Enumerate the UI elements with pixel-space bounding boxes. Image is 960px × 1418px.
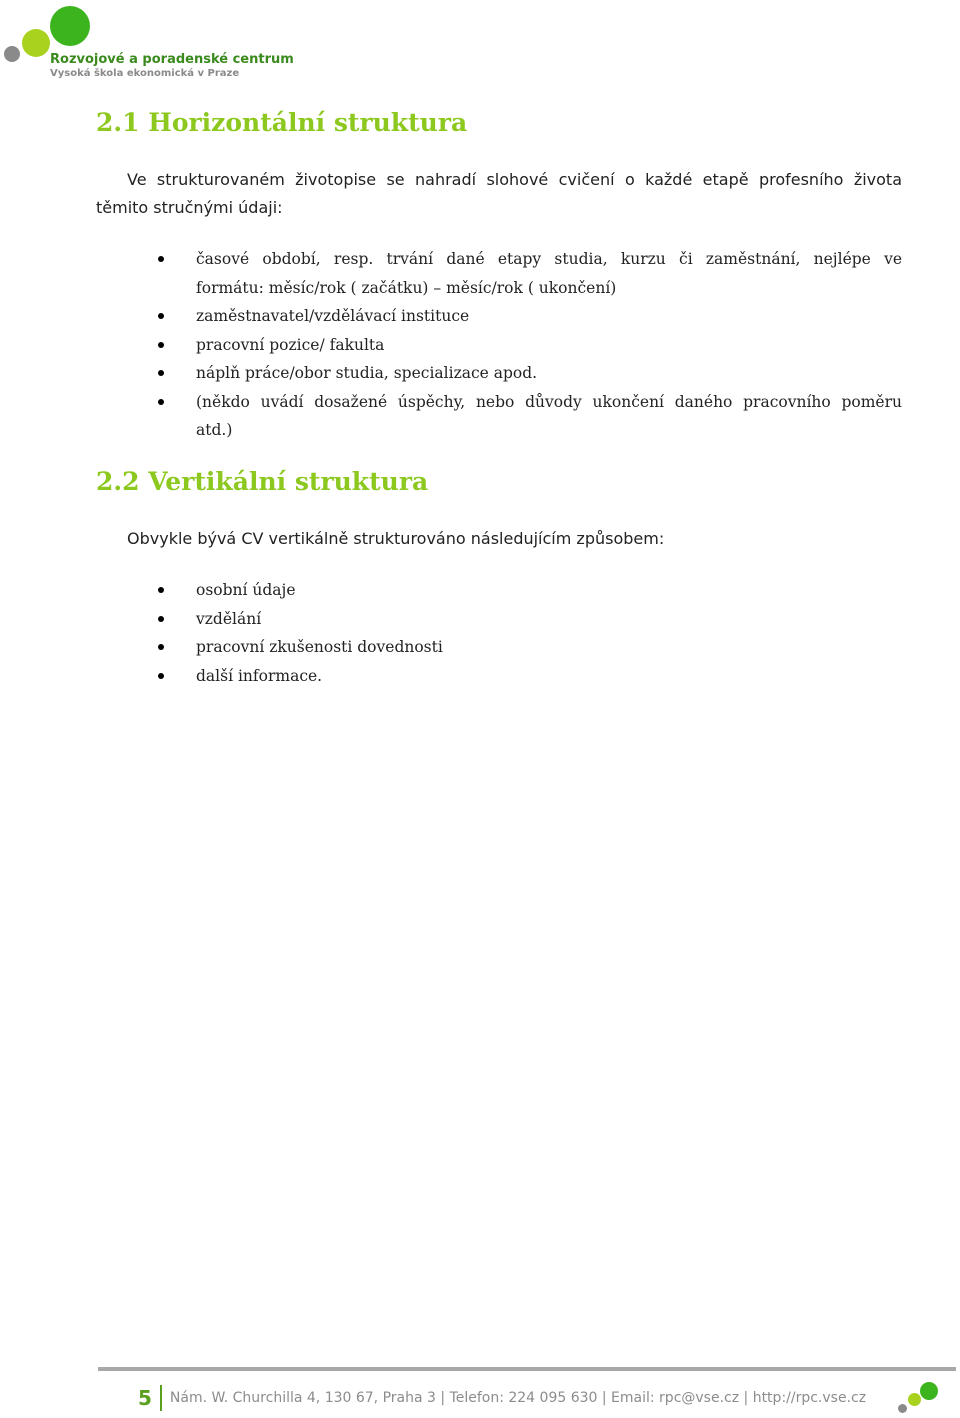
list-item (0, 302, 960, 331)
page-number: 5 (138, 1386, 152, 1410)
logo-dot-medium (22, 29, 50, 57)
intro-line-2: těmito stručnými údaji: (96, 198, 283, 217)
list-item: další informace. (0, 662, 960, 691)
footer-dot-medium (908, 1393, 921, 1406)
logo-title: Rozvojové a poradenské centrum (50, 52, 294, 67)
footer-divider (98, 1367, 956, 1371)
list-item-line: atd.) (196, 421, 233, 439)
list-item (0, 245, 960, 302)
list-item: vzdělání (0, 605, 960, 634)
list-item (0, 388, 960, 445)
logo-dot-large (50, 6, 90, 46)
section-heading-vertical: 2.2 Vertikální struktura (96, 467, 429, 496)
footer-dot-large (920, 1382, 938, 1400)
list-item (0, 331, 960, 360)
horizontal-structure-list (0, 245, 960, 445)
list-item-line: pracovní pozice/ fakulta (196, 335, 385, 354)
list-item: osobní údaje (0, 576, 960, 605)
logo-dot-small (4, 46, 20, 62)
footer-logo-dots (894, 1380, 944, 1416)
page-footer (138, 1384, 866, 1412)
logo-subtitle: Vysoká škola ekonomická v Praze (50, 68, 240, 79)
organization-logo (0, 0, 300, 90)
intro-line-1: Ve strukturovaném životopise se nahradí slohové cvičení o každé etapě profesního života (127, 170, 902, 189)
vertical-structure-list (0, 576, 960, 690)
list-item-line: náplň práce/obor studia, specializace apod. (196, 364, 538, 382)
section-heading-horizontal: 2.1 Horizontální struktura (96, 108, 468, 137)
list-item: pracovní zkušenosti dovednosti (0, 633, 960, 662)
list-item-line: formátu: měsíc/rok ( začátku) – měsíc/rok ( ukončení) (196, 278, 617, 297)
footer-separator (160, 1385, 162, 1411)
list-item-line: časové období, resp. trvání dané etapy studia, kurzu či zaměstnání, nejlépe ve (196, 250, 902, 268)
list-item-line: zaměstnavatel/vzdělávací instituce (196, 307, 470, 325)
vertical-intro: Obvykle bývá CV vertikálně strukturováno následujícím způsobem: (127, 529, 665, 548)
list-item-line: (někdo uvádí dosažené úspěchy, nebo důvody ukončení daného pracovního poměru (196, 392, 902, 411)
footer-dot-small (898, 1404, 907, 1413)
footer-contact: Nám. W. Churchilla 4, 130 67, Praha 3 | Telefon: 224 095 630 | Email: rpc@vse.cz | http://rpc.vse.cz (169, 1390, 867, 1406)
list-item (0, 359, 960, 388)
